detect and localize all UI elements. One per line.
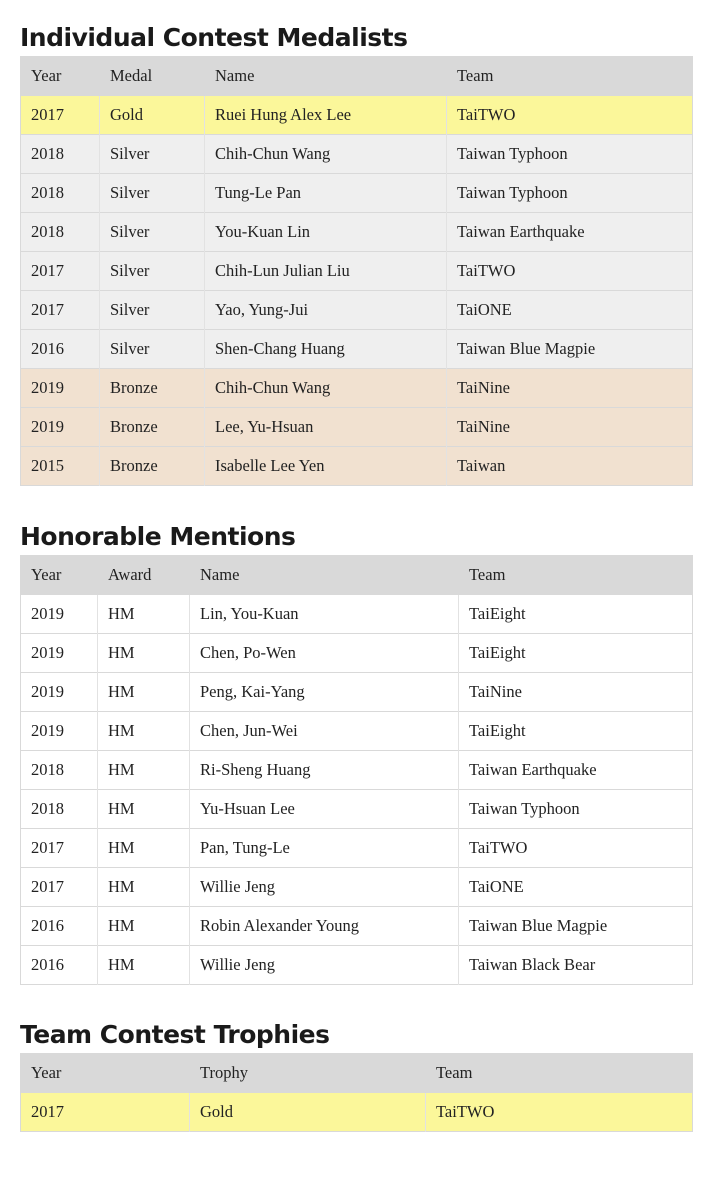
table-row: [21, 907, 693, 946]
cell-name: Chih-Lun Julian Liu: [205, 252, 447, 291]
cell-year: 2017: [21, 96, 100, 135]
cell-team: Taiwan Blue Magpie: [447, 330, 693, 369]
header-name: Name: [190, 556, 459, 595]
header-year: Year: [21, 556, 98, 595]
cell-year: 2019: [21, 673, 98, 712]
cell-name: Chen, Jun-Wei: [190, 712, 459, 751]
cell-medal: Bronze: [100, 408, 205, 447]
cell-name: Willie Jeng: [190, 868, 459, 907]
cell-medal: Silver: [100, 174, 205, 213]
cell-year: 2016: [21, 907, 98, 946]
cell-award: HM: [98, 829, 190, 868]
table-row: [21, 1093, 693, 1132]
cell-team: Taiwan Blue Magpie: [459, 907, 693, 946]
individual-title: Individual Contest Medalists: [20, 23, 408, 52]
cell-year: 2019: [21, 712, 98, 751]
team-section: [20, 1017, 692, 1132]
header-trophy: Trophy: [190, 1054, 426, 1093]
cell-name: Chen, Po-Wen: [190, 634, 459, 673]
table-row: [21, 174, 693, 213]
cell-team: Taiwan Typhoon: [447, 174, 693, 213]
cell-team: TaiEight: [459, 712, 693, 751]
table-row: [21, 790, 693, 829]
cell-team: TaiTWO: [447, 96, 693, 135]
table-row: [21, 868, 693, 907]
cell-team: Taiwan Earthquake: [447, 213, 693, 252]
honorable-section: [20, 519, 692, 985]
table-row: [21, 369, 693, 408]
cell-team: Taiwan Typhoon: [447, 135, 693, 174]
cell-year: 2017: [21, 291, 100, 330]
header-year: Year: [21, 1054, 190, 1093]
cell-year: 2019: [21, 369, 100, 408]
header-team: Team: [459, 556, 693, 595]
cell-award: HM: [98, 712, 190, 751]
table-row: [21, 829, 693, 868]
cell-year: 2015: [21, 447, 100, 486]
cell-medal: Silver: [100, 252, 205, 291]
cell-medal: Silver: [100, 135, 205, 174]
cell-name: Yao, Yung-Jui: [205, 291, 447, 330]
cell-team: Taiwan: [447, 447, 693, 486]
cell-year: 2018: [21, 213, 100, 252]
table-row: [21, 408, 693, 447]
cell-medal: Silver: [100, 291, 205, 330]
cell-team: TaiTWO: [459, 829, 693, 868]
table-header-row: [21, 57, 693, 96]
cell-team: TaiTWO: [447, 252, 693, 291]
honorable-table: [20, 555, 693, 985]
table-row: [21, 595, 693, 634]
cell-award: HM: [98, 634, 190, 673]
cell-medal: Bronze: [100, 447, 205, 486]
cell-year: 2016: [21, 946, 98, 985]
header-team: Team: [426, 1054, 693, 1093]
cell-team: TaiEight: [459, 634, 693, 673]
table-row: [21, 96, 693, 135]
cell-name: Lin, You-Kuan: [190, 595, 459, 634]
team-title: Team Contest Trophies: [20, 1020, 330, 1049]
header-name: Name: [205, 57, 447, 96]
table-row: [21, 213, 693, 252]
table-row: [21, 447, 693, 486]
cell-team: Taiwan Earthquake: [459, 751, 693, 790]
cell-name: Peng, Kai-Yang: [190, 673, 459, 712]
cell-medal: Bronze: [100, 369, 205, 408]
cell-year: 2017: [21, 829, 98, 868]
cell-award: HM: [98, 868, 190, 907]
cell-medal: Silver: [100, 213, 205, 252]
cell-name: Ri-Sheng Huang: [190, 751, 459, 790]
header-year: Year: [21, 57, 100, 96]
cell-award: HM: [98, 946, 190, 985]
cell-award: HM: [98, 790, 190, 829]
table-row: [21, 135, 693, 174]
individual-table: [20, 56, 693, 486]
cell-team: TaiTWO: [426, 1093, 693, 1132]
cell-team: TaiEight: [459, 595, 693, 634]
cell-year: 2017: [21, 868, 98, 907]
table-row: [21, 252, 693, 291]
cell-team: TaiNine: [447, 369, 693, 408]
cell-medal: Silver: [100, 330, 205, 369]
cell-year: 2017: [21, 1093, 190, 1132]
cell-year: 2018: [21, 174, 100, 213]
table-row: [21, 673, 693, 712]
cell-name: Yu-Hsuan Lee: [190, 790, 459, 829]
header-medal: Medal: [100, 57, 205, 96]
table-row: [21, 634, 693, 673]
cell-name: Chih-Chun Wang: [205, 369, 447, 408]
honorable-title: Honorable Mentions: [20, 522, 296, 551]
cell-year: 2018: [21, 790, 98, 829]
cell-team: TaiNine: [459, 673, 693, 712]
team-table: [20, 1053, 693, 1132]
cell-team: Taiwan Typhoon: [459, 790, 693, 829]
table-row: [21, 751, 693, 790]
cell-name: Chih-Chun Wang: [205, 135, 447, 174]
cell-award: HM: [98, 907, 190, 946]
header-award: Award: [98, 556, 190, 595]
cell-team: TaiNine: [447, 408, 693, 447]
cell-name: You-Kuan Lin: [205, 213, 447, 252]
cell-award: HM: [98, 751, 190, 790]
cell-name: Ruei Hung Alex Lee: [205, 96, 447, 135]
cell-medal: Gold: [100, 96, 205, 135]
cell-team: TaiONE: [447, 291, 693, 330]
cell-year: 2019: [21, 408, 100, 447]
cell-year: 2017: [21, 252, 100, 291]
table-header-row: [21, 1054, 693, 1093]
cell-name: Isabelle Lee Yen: [205, 447, 447, 486]
cell-name: Shen-Chang Huang: [205, 330, 447, 369]
cell-year: 2016: [21, 330, 100, 369]
cell-award: HM: [98, 673, 190, 712]
cell-award: HM: [98, 595, 190, 634]
cell-year: 2018: [21, 135, 100, 174]
table-row: [21, 330, 693, 369]
table-row: [21, 946, 693, 985]
table-header-row: [21, 556, 693, 595]
cell-name: Tung-Le Pan: [205, 174, 447, 213]
header-team: Team: [447, 57, 693, 96]
cell-team: Taiwan Black Bear: [459, 946, 693, 985]
cell-name: Robin Alexander Young: [190, 907, 459, 946]
table-row: [21, 712, 693, 751]
table-row: [21, 291, 693, 330]
cell-name: Pan, Tung-Le: [190, 829, 459, 868]
cell-year: 2019: [21, 634, 98, 673]
cell-team: TaiONE: [459, 868, 693, 907]
cell-year: 2019: [21, 595, 98, 634]
cell-name: Willie Jeng: [190, 946, 459, 985]
individual-section: [20, 20, 692, 486]
cell-trophy: Gold: [190, 1093, 426, 1132]
cell-name: Lee, Yu-Hsuan: [205, 408, 447, 447]
cell-year: 2018: [21, 751, 98, 790]
